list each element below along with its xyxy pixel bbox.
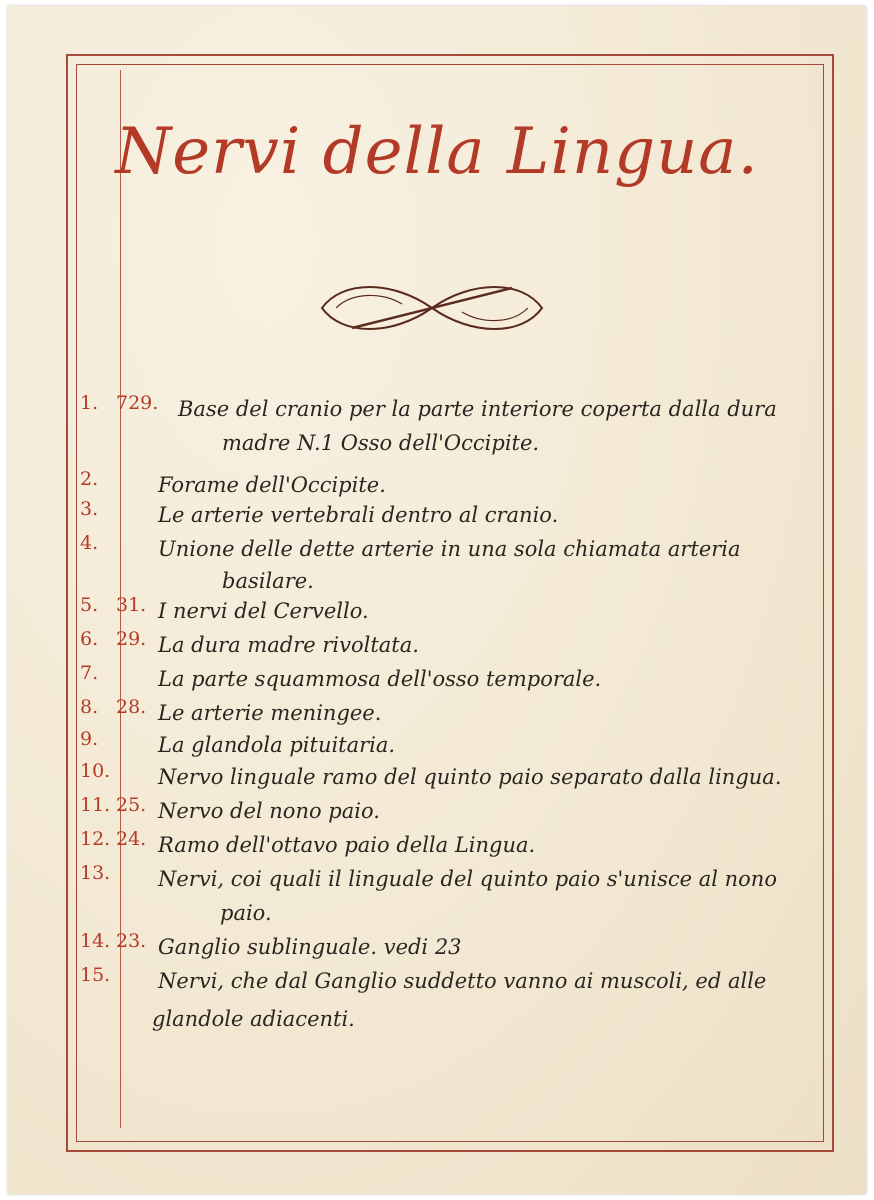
entry-ref: 24.: [116, 828, 147, 850]
entry-number: 7.: [80, 662, 99, 684]
entry-text: Le arterie vertebrali dentro al cranio.: [158, 503, 559, 527]
entry-number: 1.: [80, 392, 99, 414]
entry-number: 11.: [80, 794, 111, 816]
entry-ref: 729.: [116, 392, 159, 414]
entry-text: Forame dell'Occipite.: [158, 473, 386, 497]
entry-text: La glandola pituitaria.: [158, 733, 396, 757]
entry-number: 15.: [80, 964, 111, 986]
entry-continuation: paio.: [220, 901, 272, 925]
entry-number: 2.: [80, 468, 99, 490]
entry-text: Nervi, coi quali il linguale del quinto paio s'unisce al nono: [158, 867, 777, 891]
entry-text: La dura madre rivoltata.: [158, 633, 419, 657]
list-item: [0, 862, 874, 925]
entry-number: 13.: [80, 862, 111, 884]
entry-text: Nervo linguale ramo del quinto paio separato dalla lingua.: [158, 765, 782, 789]
page-title: Nervi della Lingua.: [115, 115, 759, 189]
entry-text: Le arterie meningee.: [158, 701, 382, 725]
entry-number: 3.: [80, 498, 99, 520]
entry-text: Nervo del nono paio.: [158, 799, 380, 823]
entry-number: 12.: [80, 828, 111, 850]
entry-ref: 31.: [116, 594, 147, 616]
list-item: [0, 964, 874, 1031]
entry-number: 9.: [80, 728, 99, 750]
entry-text: Ganglio sublinguale. vedi 23: [158, 935, 462, 959]
entry-continuation: madre N.1 Osso dell'Occipite.: [222, 431, 540, 455]
entry-text: Nervi, che dal Ganglio suddetto vanno ai muscoli, ed alle: [158, 969, 767, 993]
entry-number: 14.: [80, 930, 111, 952]
entry-text: La parte squammosa dell'osso temporale.: [158, 667, 602, 691]
entry-ref: 29.: [116, 628, 147, 650]
entry-text: Unione delle dette arterie in una sola chiamata arteria: [158, 537, 741, 561]
flourish-ornament: [312, 276, 552, 340]
entry-ref: 25.: [116, 794, 147, 816]
entry-number: 4.: [80, 532, 99, 554]
entry-ref: 23.: [116, 930, 147, 952]
entry-ref: 28.: [116, 696, 147, 718]
list-item: [0, 392, 874, 455]
entry-text: Ramo dell'ottavo paio della Lingua.: [158, 833, 536, 857]
entry-number: 8.: [80, 696, 99, 718]
entry-number: 6.: [80, 628, 99, 650]
entry-text: Base del cranio per la parte interiore coperta dalla dura: [178, 397, 777, 421]
entry-number: 5.: [80, 594, 99, 616]
entry-number: 10.: [80, 760, 111, 782]
entry-continuation: basilare.: [222, 569, 314, 593]
entry-continuation: glandole adiacenti.: [152, 1007, 355, 1031]
list-item: [0, 532, 874, 593]
entry-text: I nervi del Cervello.: [158, 599, 369, 623]
